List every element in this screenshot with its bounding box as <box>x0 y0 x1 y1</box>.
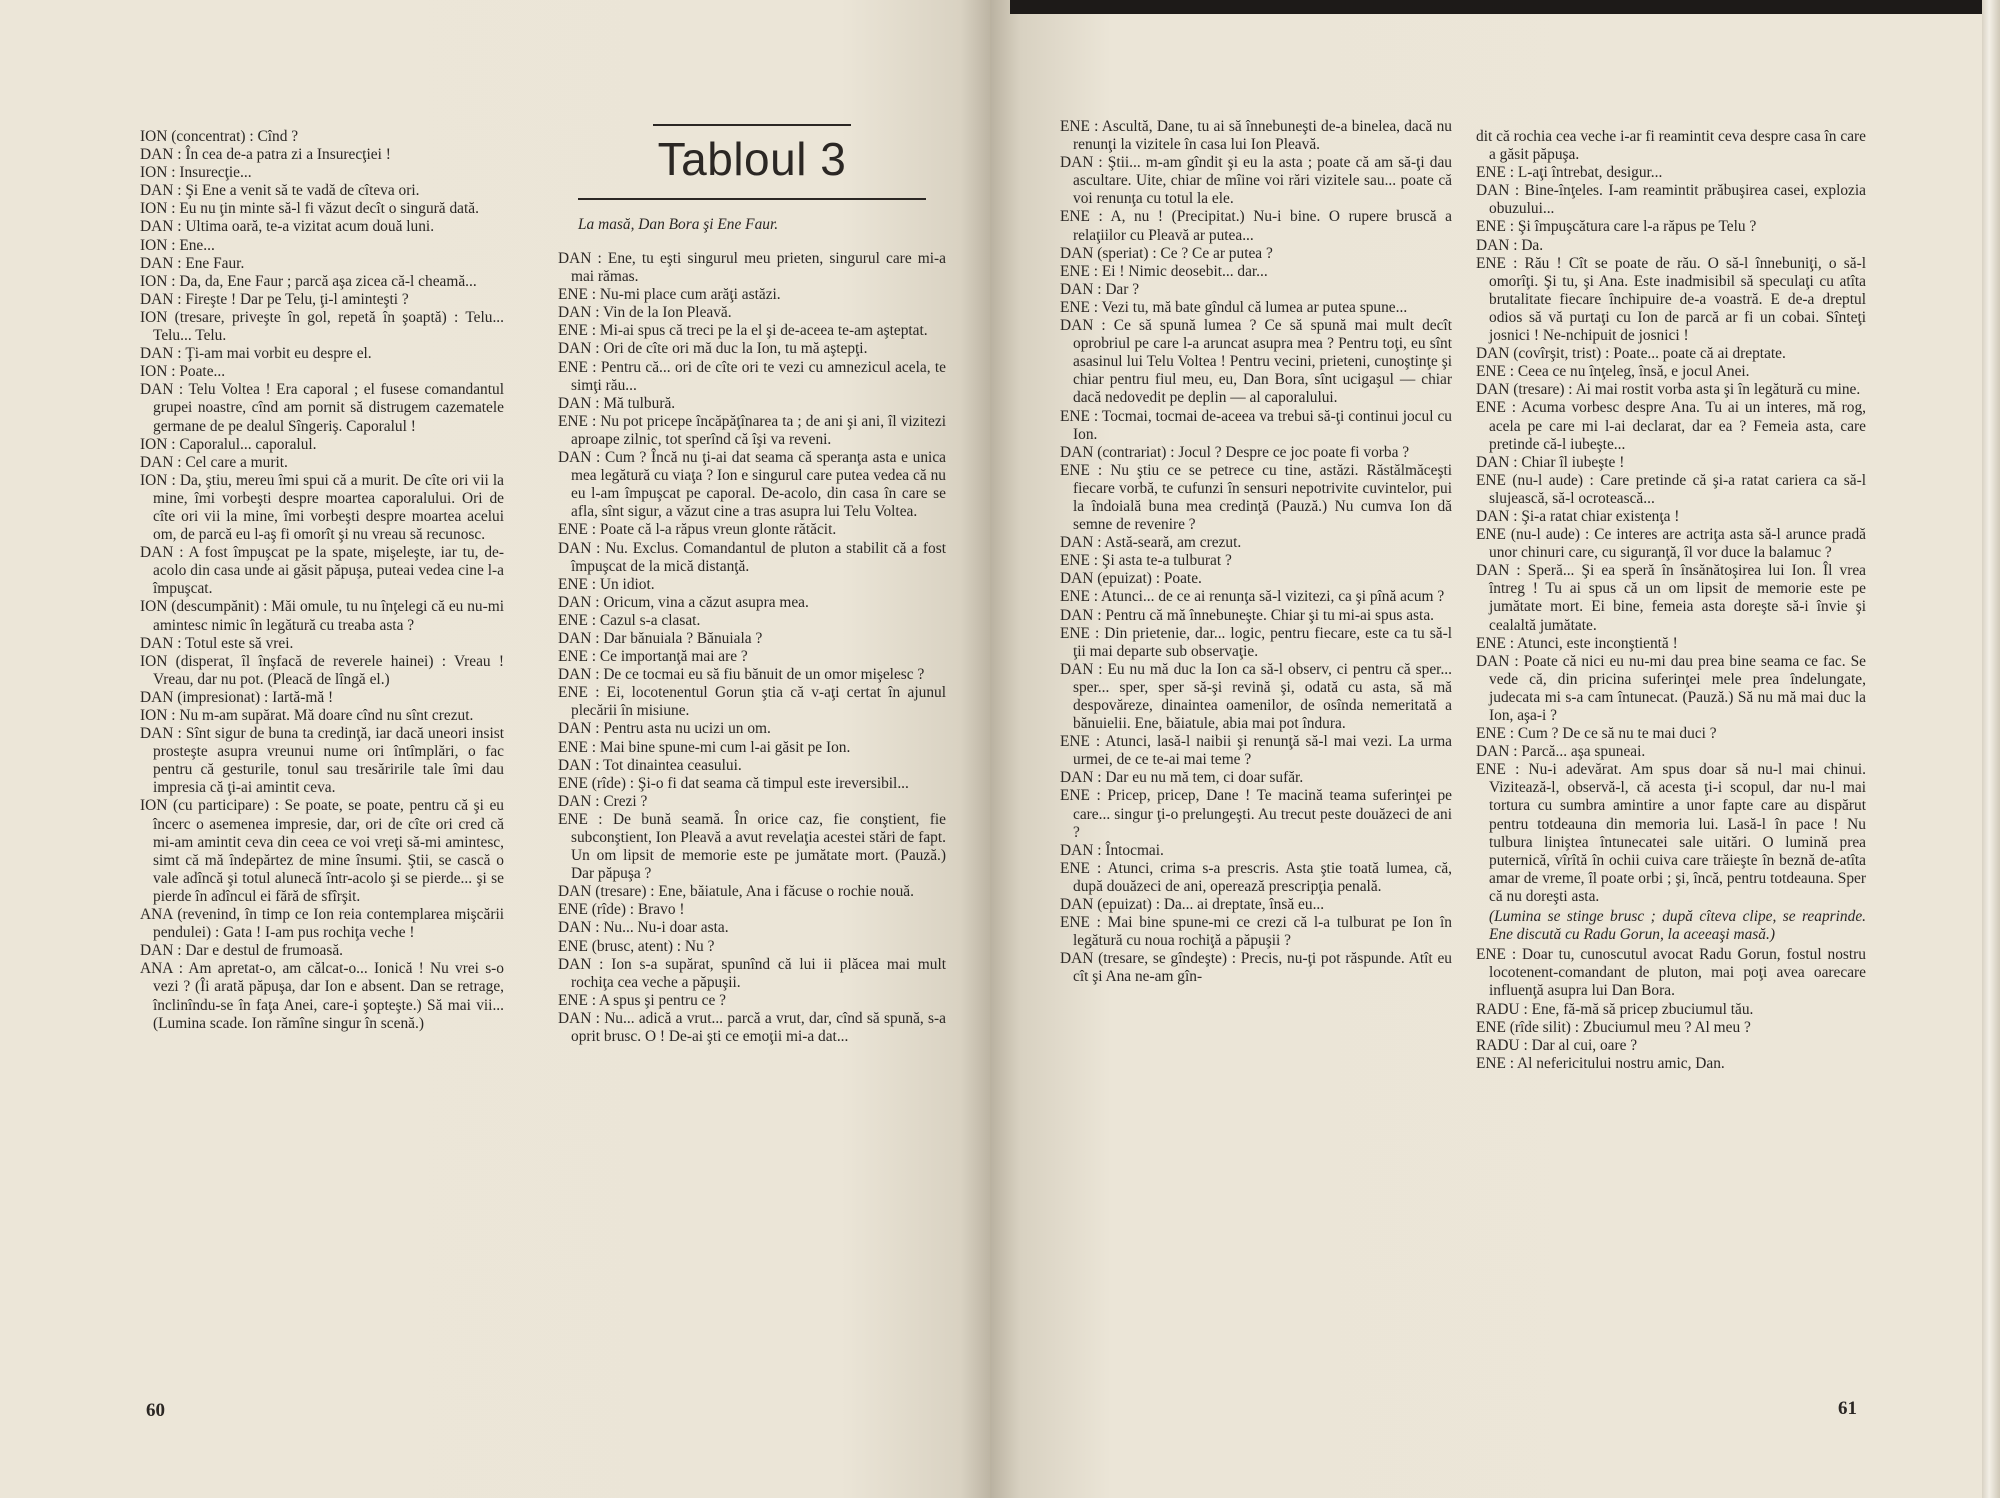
dialogue-line: DAN : Ţi-am mai vorbit eu despre el. <box>140 345 372 363</box>
dialogue-line: DAN (tresare, se gîndeşte) : Precis, nu-ţi pot răspunde. Atît eu cît şi Ana ne-am gîn- <box>1060 950 1452 986</box>
dialogue-line: ENE : Un idiot. <box>558 575 655 593</box>
dialogue-line: DAN : Sînt sigur de buna ta credinţă, iar dacă uneori insist prosteşte asupra vreunui nume ori întîmplări, o fac pentru că gesturile, tonul sau tresăririle tale îmi dau impresia că ţi-ai amintit ceva. <box>140 725 504 797</box>
dialogue-line: DAN : Speră... Şi ea speră în însănătoşirea lui Ion. Îl vrea întreg ! Tu ai spus că un om lipsit de memorie este pe jumătate mort. Ei bine, femeia asta doreşte să-i învie şi cealaltă jumătate. <box>1476 562 1866 634</box>
dialogue-line: ENE : Pricep, pricep, Dane ! Te macină teama suferinţei pe care... singur ţi-o prelungeşti. Au trecut peste douăzeci de ani ? <box>1060 787 1452 841</box>
dialogue-line: ENE : Atunci, este inconştientă ! <box>1476 634 1678 652</box>
dialogue-line: DAN : Întocmai. <box>1060 841 1164 859</box>
dialogue-line: DAN : În cea de-a patra zi a Insurecţiei ! <box>140 146 391 164</box>
dialogue-line: DAN (tresare) : Ai mai rostit vorba asta şi în legătură cu mine. <box>1476 381 1861 399</box>
dialogue-line: ION : Poate... <box>140 363 226 381</box>
dialogue-line: DAN : Pentru asta nu ucizi un om. <box>558 720 771 738</box>
dialogue-line: DAN : Dar eu nu mă tem, ci doar sufăr. <box>1060 769 1304 787</box>
dialogue-line: DAN : Ştii... m-am gîndit şi eu la asta ; poate că am să-ţi dau ascultare. Uite, chiar de mîine voi rări vizitele sau... poate că voi renunţa cu totul la ele. <box>1060 154 1452 208</box>
dialogue-line: ION : Caporalul... caporalul. <box>140 435 317 453</box>
dialogue-line: ENE : Doar tu, cunoscutul avocat Radu Gorun, fostul nostru locotenent-comandant de pluton, mai poţi avea oarecare influenţă asupra lui Dan Bora. <box>1476 946 1866 1000</box>
dialogue-line: ENE : Atunci, lasă-l naibii şi renunţă să-l mai vezi. La urma urmei, de ce te-ai mai teme ? <box>1060 733 1452 769</box>
dialogue-line: ENE : A, nu ! (Precipitat.) Nu-i bine. O rupere bruscă a relaţiilor cu Pleavă ar putea... <box>1060 208 1452 244</box>
dialogue-line: ION : Insurecţie... <box>140 164 252 182</box>
dialogue-line: ENE : Vezi tu, mă bate gîndul că lumea ar putea spune... <box>1060 298 1408 316</box>
dialogue-line: ION (concentrat) : Cînd ? <box>140 128 299 145</box>
dialogue-line: ENE : Mai bine spune-mi ce crezi că l-a tulburat pe Ion în legătură cu noua rochiţă a păpuşii ? <box>1060 914 1452 950</box>
dialogue-line: ENE : Ei, locotenentul Gorun ştia că v-aţi certat în ajunul plecării în misiune. <box>558 684 946 720</box>
dialogue-line: DAN : Oricum, vina a căzut asupra mea. <box>558 593 809 611</box>
dialogue-line: DAN : A fost împuşcat pe la spate, mişeleşte, iar tu, de-acolo din casa unde ai găsit păpuşa, puteai vedea cine l-a împuşcat. <box>140 544 504 598</box>
dialogue-line: ENE : A spus şi pentru ce ? <box>558 991 726 1009</box>
dialogue-line: ANA (revenind, în timp ce Ion reia contemplarea mişcării pendulei) : Gata ! I-am pus rochiţa veche ! <box>140 906 504 942</box>
dialogue-line: ENE : L-aţi întrebat, desigur... <box>1476 164 1663 182</box>
dialogue-line: ENE : Din prietenie, dar... logic, pentru fiecare, este ca tu să-l ţii mai departe sub observaţie. <box>1060 624 1452 660</box>
dialogue-line: DAN : Ene, tu eşti singurul meu prieten, singurul care mi-a mai rămas. <box>558 250 946 286</box>
title-rule-bottom <box>578 198 926 200</box>
dialogue-line: ENE (rîde silit) : Zbuciumul meu ? Al meu ? <box>1476 1018 1751 1036</box>
dialogue-line: ENE (rîde) : Şi-o fi dat seama că timpul este ireversibil... <box>558 774 909 792</box>
right-column-2 <box>1476 128 1866 1073</box>
dialogue-line: DAN (epuizat) : Da... ai dreptate, însă eu... <box>1060 896 1325 914</box>
dialogue-line: ENE : Ascultă, Dane, tu ai să înnebuneşti de-a binelea, dacă nu renunţi la vizitele în casa lui Ion Pleavă. <box>1060 118 1452 154</box>
dialogue-line: ENE : Cazul s-a clasat. <box>558 611 701 629</box>
dialogue-line: DAN (tresare) : Ene, băiatule, Ana i făcuse o rochie nouă. <box>558 883 914 901</box>
dialogue-line: DAN : Nu... adică a vrut... parcă a vrut, dar, cînd să spună, s-a oprit brusc. O ! De-ai şti ce emoţii mi-a dat... <box>558 1009 946 1046</box>
dialogue-line: DAN : Ene Faur. <box>140 254 245 272</box>
right-column-1 <box>1060 118 1452 987</box>
dialogue-line: DAN : Bine-înţeles. I-am reamintit prăbuşirea casei, explozia obuzului... <box>1476 182 1866 218</box>
dialogue-line: ENE : Şi asta te-a tulburat ? <box>1060 552 1232 570</box>
dialogue-line: DAN : Pentru că mă înnebuneşte. Chiar şi tu mi-ai spus asta. <box>1060 606 1435 624</box>
dialogue-line: ENE : Tocmai, tocmai de-aceea va trebui să-ţi continui jocul cu Ion. <box>1060 407 1452 443</box>
dialogue-line: ENE : Nu-i adevărat. Am spus doar să nu-l mai chinui. Vizitează-l, observă-l, că acesta ţi-i scopul, dar nu-l mai tortura cu sumbra amintire a unor fapte care au dispărut pentru totdeauna din memoria lui. Lasă-l în pace ! Nu tulbura liniştea întunecatei sale uitări. O lumină prea puternică, vîrîtă în ochii cuiva care trăieşte în beznă de-atîta amar de vreme, îl poate orbi ; şi, încă, pentru totdeauna. Sper că nu doreşti asta. <box>1476 761 1866 905</box>
dialogue-line: DAN : Cel care a murit. <box>140 453 288 471</box>
dialogue-line: ENE : Al nefericitului nostru amic, Dan. <box>1476 1054 1725 1072</box>
dialogue-line: DAN (covîrşit, trist) : Poate... poate că ai dreptate. <box>1476 345 1786 363</box>
dialogue-line: ENE : Nu ştiu ce se petrece cu tine, astăzi. Răstălmăceşti fiecare vorbă, te cufunzi în sensuri nepotrivite cuvintelor, pui la îndoială buna mea credinţă (Pauză.) Nu cumva Ion dă semne de revenire ? <box>1060 461 1452 534</box>
dialogue-line: RADU : Dar al cui, oare ? <box>1476 1036 1638 1054</box>
dialogue-line: DAN : Da. <box>1476 236 1544 254</box>
dialogue-line: ION (cu participare) : Se poate, se poate, pentru că şi eu încerc o asemenea impresie, dar, ori de cîte ori cred că mi-am amintit ceva din ceea ce voi vreţi să-mi amintesc, simt că mă îndepărtez de mine însumi. Ştii, se cască o vale adîncă şi totul alunecă într-acolo şi se pierde... şi se pierde în adîncul ei fără de sfîrşit. <box>140 797 504 905</box>
dialogue-line: ENE : Atunci... de ce ai renunţa să-l vizitezi, ca şi pînă acum ? <box>1060 588 1445 606</box>
dialogue-line: (Lumina se stinge brusc ; după cîteva clipe, se reaprinde. Ene discută cu Radu Gorun, la aceeaşi masă.) <box>1489 908 1866 944</box>
dialogue-line: ENE (brusc, atent) : Nu ? <box>558 937 715 955</box>
dialogue-line: ION : Ene... <box>140 236 215 254</box>
dialogue-line: DAN : Dar ? <box>1060 280 1140 298</box>
dialogue-line: DAN : Ion s-a supărat, spunînd că lui ii plăcea mai mult rochiţa cea veche a păpuşii. <box>558 955 946 991</box>
dialogue-line: DAN : Şi Ene a venit să te vadă de cîteva ori. <box>140 182 420 200</box>
dialogue-line: ENE (nu-l aude) : Care pretinde că şi-a ratat cariera ca să-l slujească, să-l ocrotească... <box>1476 471 1866 507</box>
page-number-left: 60 <box>146 1400 165 1421</box>
dialogue-line: ENE : Ce importanţă mai are ? <box>558 648 748 666</box>
dialogue-line: DAN : Nu... Nu-i doar asta. <box>558 919 729 937</box>
dialogue-line: ENE (rîde) : Bravo ! <box>558 901 685 919</box>
dialogue-line: DAN (impresionat) : Iartă-mă ! <box>140 688 334 706</box>
dialogue-line: dit că rochia cea veche i-ar fi reamintit ceva despre casa în care a găsit păpuşa. <box>1476 128 1866 164</box>
dialogue-line: DAN : Astă-seară, am crezut. <box>1060 534 1242 552</box>
dialogue-line: ION (descumpănit) : Măi omule, tu nu înţelegi că eu nu-mi amintesc nimic în legătură cu treaba asta ? <box>140 598 504 634</box>
dialogue-line: ENE : Şi împuşcătura care l-a răpus pe Telu ? <box>1476 218 1757 236</box>
dialogue-line: DAN : Cum ? Încă nu ţi-ai dat seama că speranţa asta e unica mea legătură cu viaţa ? Ion e singurul care putea vedea că nu eu l-am împuşcat pe caporal. De-acolo, din casa în care se afla, sînt sigur, a văzut cine a tras asupra lui Telu Voltea. <box>558 449 946 521</box>
dialogue-line: ENE : Cum ? De ce să nu te mai duci ? <box>1476 725 1717 743</box>
dialogue-line: DAN : De ce tocmai eu să fiu bănuit de un omor mişelesc ? <box>558 666 925 684</box>
dialogue-line: RADU : Ene, fă-mă să pricep zbuciumul tău. <box>1476 1000 1754 1018</box>
page-edges <box>1982 0 2000 1498</box>
dialogue-line: ION (tresare, priveşte în gol, repetă în şoaptă) : Telu... Telu... Telu. <box>140 308 504 345</box>
dialogue-line: DAN : Totul este să vrei. <box>140 634 294 652</box>
dialogue-line: DAN : Ce să spună lumea ? Ce să spună mai mult decît oprobriul pe care l-a aruncat asupra mea ? Pentru toţi, eu sînt asasinul lui Telu Voltea ! Pentru vecini, prieteni, cunoştinţe şi chiar pentru fiul meu, eu, Dan Bora, sînt ucigaşul — chiar dacă nedovedit pe deplin — al caporalului. <box>1060 317 1452 407</box>
dialogue-line: DAN : Dar e destul de frumoasă. <box>140 942 344 960</box>
dialogue-line: DAN : Chiar îl iubeşte ! <box>1476 453 1625 471</box>
title-rule-top <box>653 124 851 126</box>
left-column-2 <box>558 250 946 1046</box>
dialogue-line: ION : Da, da, Ene Faur ; parcă aşa zicea că-l cheamă... <box>140 272 477 290</box>
dialogue-line: DAN : Poate că nici eu nu-mi dau prea bine seama ce fac. Se vede că, din pricina suferinţei mele prea îndelungate, judecata mi s-a cam întunecat. (Pauză.) Să nu mă mai duc la Ion, aşa-i ? <box>1476 652 1866 724</box>
dialogue-line: ENE : Mi-ai spus că treci pe la el şi de-aceea te-am aşteptat. <box>558 322 928 340</box>
dialogue-line: ANA : Am apretat-o, am călcat-o... Ionică ! Nu vrei s-o vezi ? (Îi arată păpuşa, dar Ion e absent. Dan se retrage, înclinîndu-se în faţa Anei, care-i şopteşte.) Să mai vii... (Lumina scade. Ion rămîne singur în scenă.) <box>140 960 504 1032</box>
dialogue-line: ENE : Acuma vorbesc despre Ana. Tu ai un interes, mă rog, acela pe care mi l-ai declarat, dar ea ? Femeia asta, care pretinde că-l iubeşte... <box>1476 399 1866 453</box>
dialogue-line: ENE : Mai bine spune-mi cum l-ai găsit pe Ion. <box>558 738 851 756</box>
left-column-1 <box>140 128 504 1033</box>
dialogue-line: DAN : Fireşte ! Dar pe Telu, ţi-l aminteşti ? <box>140 290 409 308</box>
dialogue-line: ENE : Ceea ce nu înţeleg, însă, e jocul Anei. <box>1476 363 1750 381</box>
left-page <box>0 0 990 1498</box>
dialogue-line: DAN (epuizat) : Poate. <box>1060 570 1202 588</box>
dialogue-line: DAN : Vin de la Ion Pleavă. <box>558 304 732 322</box>
dialogue-line: ENE : Pentru că... ori de cîte ori te vezi cu amnezicul acela, te simţi rău... <box>558 358 946 394</box>
dialogue-line: DAN (speriat) : Ce ? Ce ar putea ? <box>1060 244 1273 262</box>
dialogue-line: ION (disperat, îl înşfacă de reverele hainei) : Vreau ! Vreau, dar nu pot. (Pleacă de lîngă el.) <box>140 652 504 688</box>
dialogue-line: ION : Eu nu ţin minte să-l fi văzut decît o singură dată. <box>140 200 479 218</box>
dialogue-line: DAN : Ultima oară, te-a vizitat acum două luni. <box>140 218 435 236</box>
dialogue-line: ENE : Nu pot pricepe încăpăţînarea ta ; de ani şi ani, îl vizitezi aproape zilnic, tot sperînd că îşi va reveni. <box>558 412 946 448</box>
dialogue-line: DAN : Nu. Exclus. Comandantul de pluton a stabilit că a fost împuşcat de la mică distanţă. <box>558 539 946 575</box>
dialogue-line: DAN : Eu nu mă duc la Ion ca să-l observ, ci pentru că sper... sper... sper, sper să-şi revină şi, odată cu asta, să mă despovăreze, dinaintea oamenilor, de osînda nemeritată a bănuielii. Ene, băiatule, abia mai pot îndura. <box>1060 660 1452 733</box>
right-page <box>990 0 2000 1498</box>
dialogue-line: DAN : Mă tulbură. <box>558 394 676 412</box>
dialogue-line: DAN : Crezi ? <box>558 792 648 810</box>
dialogue-line: DAN : Dar bănuiala ? Bănuiala ? <box>558 629 763 647</box>
dialogue-line: ENE (nu-l aude) : Ce interes are actriţa asta să-l arunce pradă unor chinuri care, cu siguranţă, îl vor duce la balamuc ? <box>1476 526 1866 562</box>
scene-subtitle: La masă, Dan Bora şi Ene Faur. <box>578 216 779 233</box>
dialogue-line: ENE : Ei ! Nimic deosebit... dar... <box>1060 262 1268 280</box>
dialogue-line: ION : Nu m-am supărat. Mă doare cînd nu sînt crezut. <box>140 707 474 724</box>
dialogue-line: ENE : Rău ! Cît se poate de rău. O să-l înnebuniţi, o să-l omorîţi. Şi tu, şi Ana. Este inadmisibil să speculaţi cu atîta brutalitate fiecare închipuire de-a voastră. E de-a dreptul odios să vă purtaţi cu Ion de parcă ar fi un cobai. Sînteţi josnici ! Ne-nchipuit de josnici ! <box>1476 254 1866 345</box>
scene-title: Tabloul 3 <box>657 133 847 185</box>
dialogue-line: ION : Da, ştiu, mereu îmi spui că a murit. De cîte ori vii la mine, îmi vorbeşti despre moartea caporalului. Ori de cîte ori vii la mine, îmi vorbeşti despre moartea acelui om, de parcă eu l-aş fi omorît şi nu vreau să recunosc. <box>140 471 504 544</box>
dialogue-line: ENE : Atunci, crima s-a prescris. Asta ştie toată lumea, că, după douăzeci de ani, operează prescripţia penală. <box>1060 859 1452 895</box>
book-cover-edge <box>1010 0 2000 14</box>
dialogue-line: DAN : Telu Voltea ! Era caporal ; el fusese comandantul grupei noastre, cînd am pornit să distrugem cazematele germane de pe dealul Sîngeriş. Caporalul ! <box>140 381 504 435</box>
dialogue-line: DAN : Parcă... aşa spuneai. <box>1476 743 1646 761</box>
dialogue-line: ENE : Nu-mi place cum arăţi astăzi. <box>558 286 781 304</box>
dialogue-line: ENE : De bună seamă. În orice caz, fie conştient, fie subconştient, Ion Pleavă a avut revelaţia acestei stări de fapt. Un om lipsit de memorie este pe jumătate mort. (Pauză.) Dar păpuşa ? <box>558 810 946 883</box>
dialogue-line: DAN : Tot dinaintea ceasului. <box>558 756 742 774</box>
dialogue-line: DAN : Şi-a ratat chiar existenţa ! <box>1476 507 1680 525</box>
dialogue-line: DAN (contrariat) : Jocul ? Despre ce joc poate fi vorba ? <box>1060 443 1410 461</box>
dialogue-line: ENE : Poate că l-a răpus vreun glonte rătăcit. <box>558 521 837 539</box>
page-number-right: 61 <box>1838 1398 1857 1419</box>
dialogue-line: DAN : Ori de cîte ori mă duc la Ion, tu mă aştepţi. <box>558 340 868 358</box>
